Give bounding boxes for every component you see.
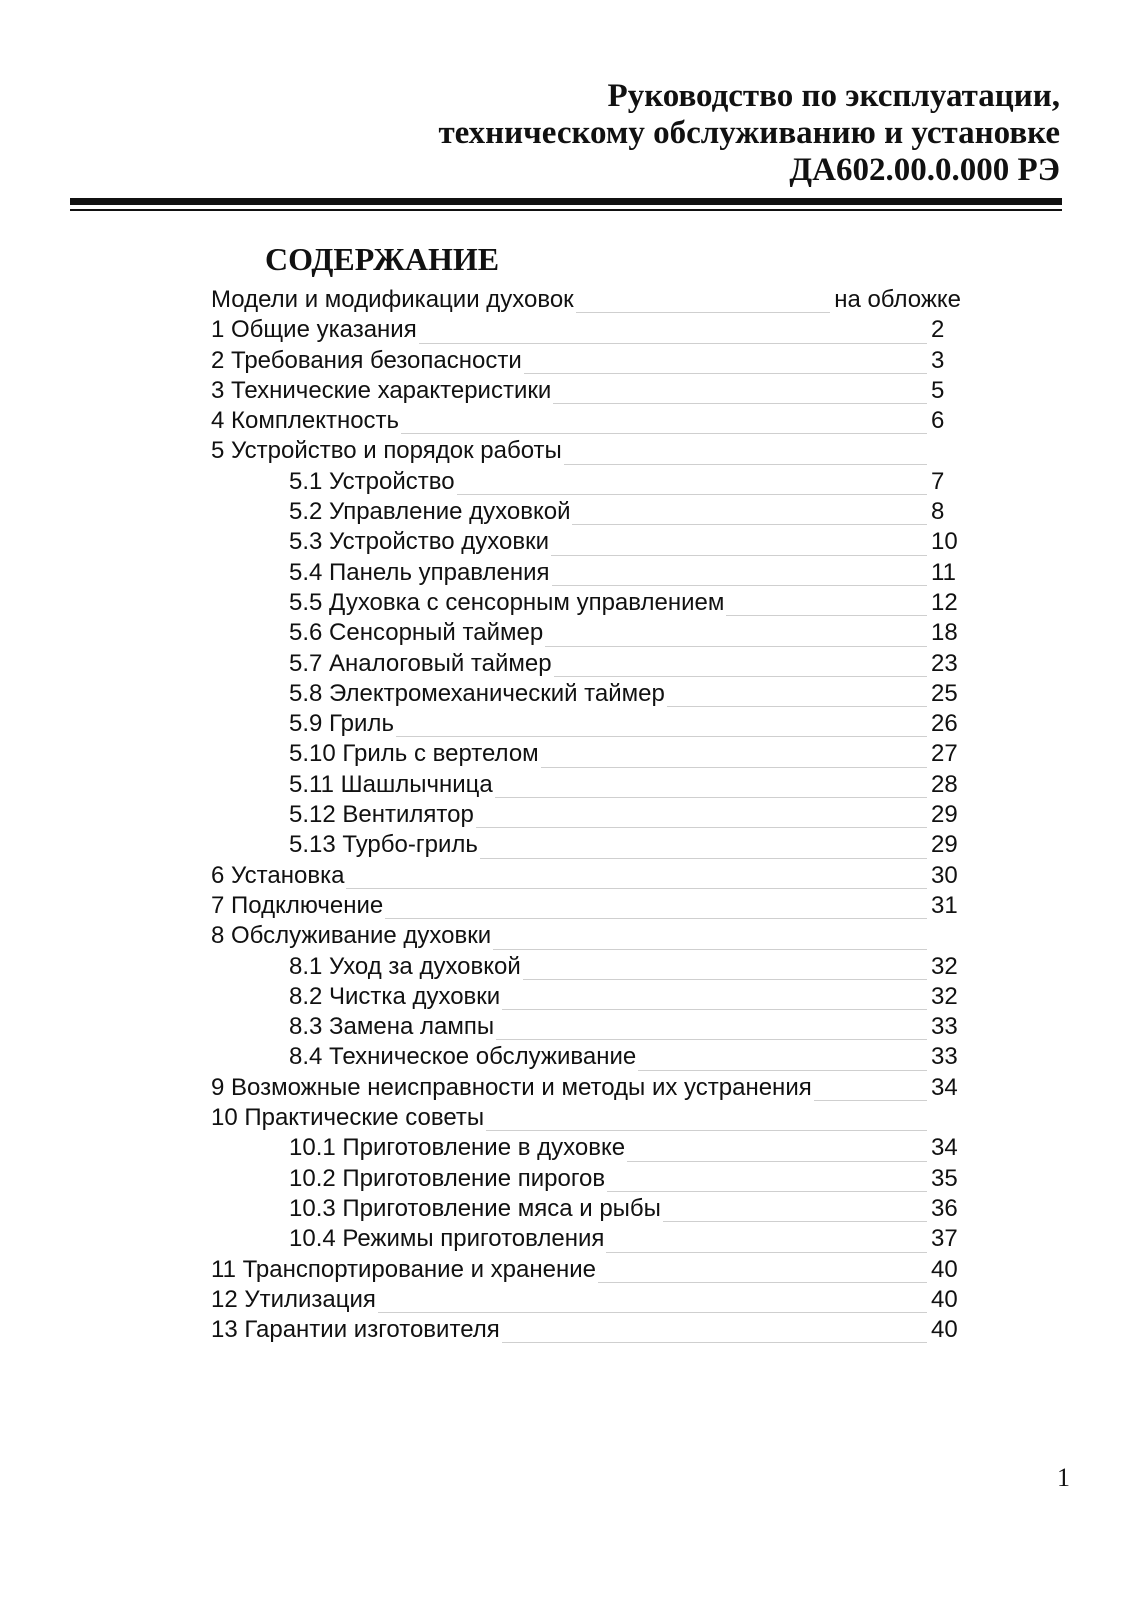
toc-entry-page: 33 — [931, 1043, 958, 1071]
toc-entry-label: 1 Общие указания — [211, 316, 417, 344]
toc-entry-page: на обложке — [834, 286, 961, 313]
header-rule-thin — [70, 209, 1062, 211]
toc-leader-line — [572, 523, 927, 525]
toc-leader-line — [541, 766, 927, 768]
toc-leader-line — [814, 1099, 927, 1101]
toc-entry-page: 23 — [931, 649, 958, 677]
toc-entry — [211, 649, 961, 679]
toc-entry — [211, 285, 961, 315]
toc-leader-line — [378, 1311, 927, 1313]
toc-entry-label: 7 Подключение — [211, 891, 384, 919]
toc-entry-page: 40 — [931, 1255, 958, 1283]
toc-entry-page: 32 — [931, 952, 958, 980]
toc-entry-label: 8.2 Чистка духовки — [289, 982, 501, 1010]
toc-leader-line — [552, 584, 927, 586]
toc-leader-line — [638, 1069, 927, 1071]
toc-entry-page: 34 — [931, 1073, 958, 1101]
header-line-1: Руководство по эксплуатации, — [607, 78, 1060, 114]
toc-entry — [211, 527, 961, 557]
toc-entry-page: 26 — [931, 710, 958, 738]
toc-entry-label: 5.2 Управление духовкой — [289, 498, 571, 526]
toc-entry — [211, 952, 961, 982]
toc-entry-page: 30 — [931, 861, 958, 889]
toc-entry-page: 32 — [931, 982, 958, 1010]
toc-entry-page: 5 — [931, 376, 945, 404]
toc-entry-label: 5.8 Электромеханический таймер — [289, 679, 665, 707]
toc-entry-label: 5.4 Панель управления — [289, 558, 550, 586]
toc-entry-label: 11 Транспортирование и хранение — [211, 1255, 596, 1283]
header-line-3: ДА602.00.0.000 РЭ — [789, 152, 1060, 188]
toc-entry-page: 40 — [931, 1285, 958, 1313]
toc-leader-line — [502, 1008, 927, 1010]
toc-entry — [211, 376, 961, 406]
toc-entry — [211, 679, 961, 709]
toc-entry — [211, 558, 961, 588]
toc-entry — [211, 1255, 961, 1285]
toc-entry — [211, 861, 961, 891]
toc-entry-page: 3 — [931, 346, 945, 374]
toc-leader-line — [401, 432, 927, 434]
toc-entry-label: 10.1 Приготовление в духовке — [289, 1134, 626, 1162]
toc-entry-label: 5.9 Гриль — [289, 710, 394, 738]
toc-entry-label: 4 Комплектность — [211, 407, 400, 435]
document-header — [438, 78, 1060, 189]
toc-entry-label: 5.12 Вентилятор — [289, 801, 474, 829]
toc-leader-line — [495, 796, 927, 798]
toc-leader-line — [726, 614, 927, 616]
toc-entry-label: 5.10 Гриль с вертелом — [289, 740, 539, 768]
toc-entry-page: 34 — [931, 1134, 958, 1162]
toc-entry — [211, 1315, 961, 1345]
toc-entry-page: 40 — [931, 1316, 958, 1344]
toc-entry — [211, 770, 961, 800]
toc-leader-line — [663, 1220, 927, 1222]
toc-leader-line — [667, 705, 927, 707]
toc-entry — [211, 1285, 961, 1315]
toc-leader-line — [502, 1341, 927, 1343]
toc-entry-label: 10.4 Режимы приготовления — [289, 1225, 605, 1253]
toc-entry — [211, 346, 961, 376]
toc-leader-line — [553, 402, 927, 404]
toc-entry-label: Модели и модификации духовок — [211, 286, 574, 313]
toc-entry — [211, 315, 961, 345]
toc-entry-page: 18 — [931, 619, 958, 647]
toc-entry-label: 5.1 Устройство — [289, 467, 455, 495]
toc-entry-label: 8.3 Замена лампы — [289, 1013, 495, 1041]
toc-entry-label: 5.13 Турбо-гриль — [289, 831, 478, 859]
toc-entry-page: 8 — [931, 498, 945, 526]
toc-leader-line — [576, 311, 831, 313]
toc-entry — [211, 800, 961, 830]
toc-entry-label: 10.2 Приготовление пирогов — [289, 1164, 606, 1192]
toc-entry-page: 29 — [931, 801, 958, 829]
toc-entry — [211, 891, 961, 921]
toc-entry-label: 8.1 Уход за духовкой — [289, 952, 521, 980]
toc-entry-page: 36 — [931, 1194, 958, 1222]
toc-entry-label: 5 Устройство и порядок работы — [211, 437, 562, 465]
toc-leader-line — [627, 1160, 927, 1162]
toc-entry-page: 35 — [931, 1164, 958, 1192]
toc-entry-page: 6 — [931, 407, 945, 435]
toc-leader-line — [480, 857, 927, 859]
toc-entry — [211, 830, 961, 860]
header-line-2: техническому обслуживанию и установке — [438, 115, 1060, 151]
toc-entry — [211, 497, 961, 527]
toc-leader-line — [551, 554, 927, 556]
toc-entry — [211, 467, 961, 497]
toc-leader-line — [606, 1251, 927, 1253]
toc-entry — [211, 709, 961, 739]
toc-entry-label: 8 Обслуживание духовки — [211, 922, 492, 950]
toc-entry — [211, 1073, 961, 1103]
toc-entry — [211, 1133, 961, 1163]
toc-entry-label: 10 Практические советы — [211, 1104, 485, 1132]
toc-entry — [211, 436, 961, 466]
toc-leader-line — [564, 463, 927, 465]
toc-entry — [211, 1012, 961, 1042]
toc-leader-line — [346, 887, 927, 889]
toc-leader-line — [607, 1190, 927, 1192]
table-of-contents — [211, 285, 961, 1345]
toc-entry — [211, 1224, 961, 1254]
toc-entry-label: 5.3 Устройство духовки — [289, 528, 549, 556]
toc-entry-label: 13 Гарантии изготовителя — [211, 1316, 500, 1344]
toc-entry-page: 2 — [931, 316, 945, 344]
toc-title: СОДЕРЖАНИЕ — [265, 241, 500, 277]
toc-entry-page: 28 — [931, 770, 958, 798]
toc-entry — [211, 1164, 961, 1194]
toc-entry — [211, 1042, 961, 1072]
toc-entry-page: 25 — [931, 679, 958, 707]
toc-entry-label: 8.4 Техническое обслуживание — [289, 1043, 637, 1071]
toc-entry-label: 9 Возможные неисправности и методы их устранения — [211, 1073, 812, 1101]
toc-entry-page: 37 — [931, 1225, 958, 1253]
toc-leader-line — [419, 342, 927, 344]
toc-entry-page: 27 — [931, 740, 958, 768]
toc-entry-page: 29 — [931, 831, 958, 859]
page-number: 1 — [1057, 1463, 1070, 1492]
toc-entry-page: 10 — [931, 528, 958, 556]
toc-leader-line — [598, 1281, 927, 1283]
toc-leader-line — [493, 948, 927, 950]
header-rule-thick — [70, 198, 1062, 205]
toc-entry-label: 5.7 Аналоговый таймер — [289, 649, 552, 677]
toc-entry-label: 6 Установка — [211, 861, 345, 889]
toc-entry — [211, 921, 961, 951]
toc-entry — [211, 1194, 961, 1224]
toc-entry — [211, 739, 961, 769]
toc-entry — [211, 588, 961, 618]
toc-leader-line — [523, 978, 927, 980]
toc-entry-label: 5.6 Сенсорный таймер — [289, 619, 544, 647]
toc-leader-line — [396, 735, 927, 737]
toc-entry — [211, 982, 961, 1012]
toc-leader-line — [524, 372, 927, 374]
toc-leader-line — [385, 917, 927, 919]
toc-leader-line — [457, 493, 927, 495]
toc-leader-line — [496, 1038, 927, 1040]
toc-entry — [211, 1103, 961, 1133]
toc-entry-page: 12 — [931, 588, 958, 616]
toc-leader-line — [545, 645, 927, 647]
toc-entry-label: 5.5 Духовка с сенсорным управлением — [289, 588, 725, 616]
toc-entry-page: 31 — [931, 891, 958, 919]
toc-entry-label: 3 Технические характеристики — [211, 376, 552, 404]
toc-entry-label: 2 Требования безопасности — [211, 346, 522, 374]
toc-entry-page: 11 — [931, 558, 956, 586]
toc-entry-label: 12 Утилизация — [211, 1285, 376, 1313]
toc-entry-page: 33 — [931, 1013, 958, 1041]
toc-entry — [211, 406, 961, 436]
toc-entry — [211, 618, 961, 648]
toc-entry-label: 5.11 Шашлычница — [289, 770, 493, 798]
toc-entry-label: 10.3 Приготовление мяса и рыбы — [289, 1194, 661, 1222]
toc-leader-line — [486, 1129, 927, 1131]
toc-entry-page: 7 — [931, 467, 945, 495]
toc-leader-line — [554, 675, 927, 677]
toc-leader-line — [476, 826, 927, 828]
